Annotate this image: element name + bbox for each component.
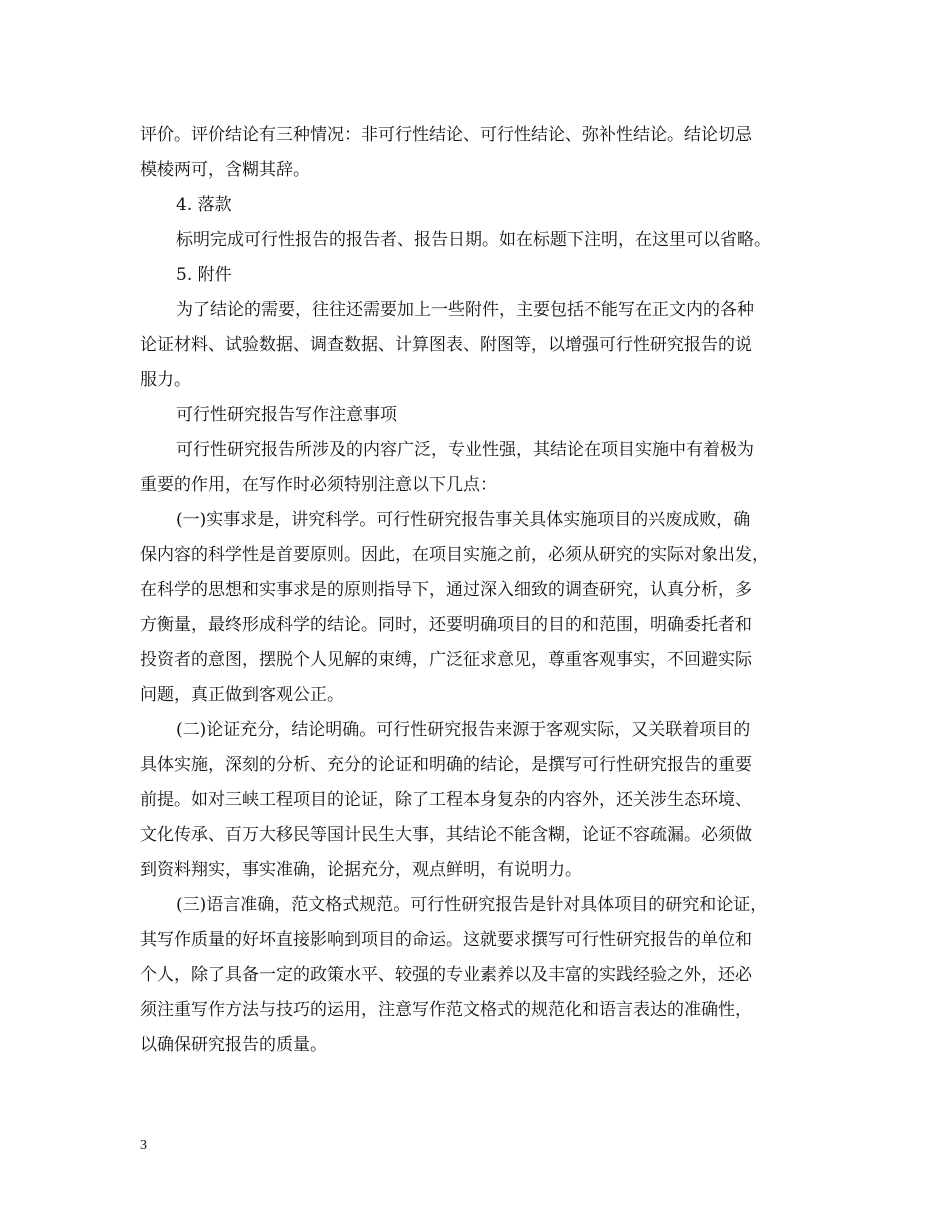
text-line: 文化传承、百万大移民等国计民生大事，其结论不能含糊，论证不容疏漏。必须做: [140, 825, 752, 845]
text-line: 方衡量，最终形成科学的结论。同时，还要明确项目的目的和范围，明确委托者和: [140, 615, 752, 635]
text-line: 可行性研究报告写作注意事项: [176, 405, 397, 425]
text-line: 投资者的意图，摆脱个人见解的束缚，广泛征求意见，尊重客观事实，不回避实际: [140, 650, 752, 670]
text-line: 个人，除了具备一定的政策水平、较强的专业素养以及丰富的实践经验之外，还必: [140, 965, 752, 985]
text-line: 具体实施，深刻的分析、充分的论证和明确的结论，是撰写可行性研究报告的重要: [140, 755, 752, 775]
text-line: 标明完成可行性报告的报告者、报告日期。如在标题下注明，在这里可以省略。: [176, 230, 771, 250]
text-line: 保内容的科学性是首要原则。因此，在项目实施之前，必须从研究的实际对象出发，: [140, 545, 769, 565]
text-line: 其写作质量的好坏直接影响到项目的命运。这就要求撰写可行性研究报告的单位和: [140, 930, 752, 950]
text-line: 论证材料、试验数据、调查数据、计算图表、附图等，以增强可行性研究报告的说: [140, 335, 752, 355]
text-line: (一)实事求是，讲究科学。可行性研究报告事关具体实施项目的兴废成败，确: [176, 510, 751, 530]
text-line: (三)语言准确，范文格式规范。可行性研究报告是针对具体项目的研究和论证，: [176, 895, 768, 915]
text-line: 评价。评价结论有三种情况：非可行性结论、可行性结论、弥补性结论。结论切忌: [140, 125, 752, 145]
text-line: 4. 落款: [176, 195, 232, 215]
text-line: 为了结论的需要，往往还需要加上一些附件，主要包括不能写在正文内的各种: [176, 300, 754, 320]
text-line: 以确保研究报告的质量。: [140, 1035, 327, 1055]
page-number: 3: [140, 1138, 147, 1153]
text-line: (二)论证充分，结论明确。可行性研究报告来源于客观实际，又关联着项目的: [176, 720, 751, 740]
text-line: 须注重写作方法与技巧的运用，注意写作范文格式的规范化和语言表达的准确性，: [140, 1000, 752, 1020]
text-line: 到资料翔实，事实准确，论据充分，观点鲜明，有说明力。: [140, 860, 582, 880]
text-line: 前提。如对三峡工程项目的论证，除了工程本身复杂的内容外，还关涉生态环境、: [140, 790, 752, 810]
text-line: 可行性研究报告所涉及的内容广泛，专业性强，其结论在项目实施中有着极为: [176, 440, 754, 460]
text-line: 服力。: [140, 370, 191, 390]
text-line: 5. 附件: [176, 265, 232, 285]
text-line: 问题，真正做到客观公正。: [140, 685, 344, 705]
text-line: 在科学的思想和实事求是的原则指导下，通过深入细致的调查研究，认真分析，多: [140, 580, 752, 600]
text-line: 重要的作用，在写作时必须特别注意以下几点：: [140, 475, 497, 495]
document-body: [140, 118, 820, 1063]
text-line: 模棱两可，含糊其辞。: [140, 160, 310, 180]
